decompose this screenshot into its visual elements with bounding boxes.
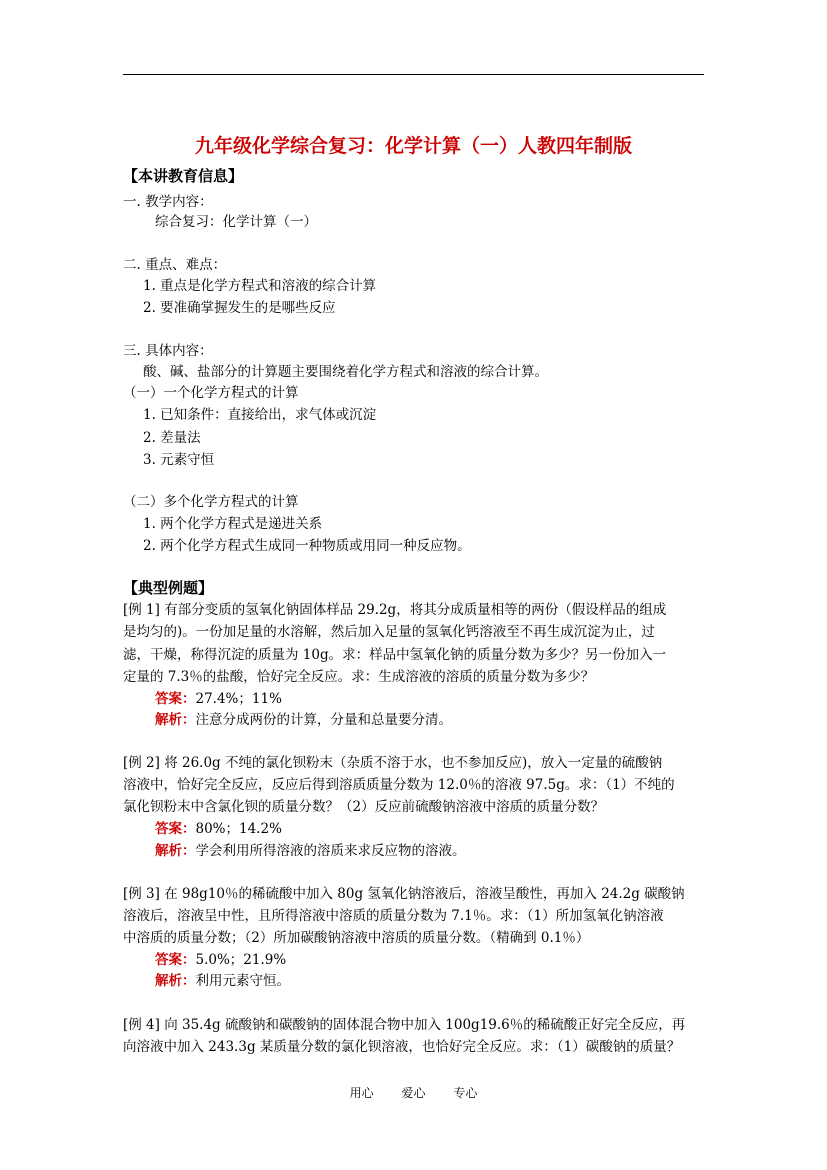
answer-label: 答案： xyxy=(155,691,196,707)
example-1-line: 滤，干燥，称得沉淀的质量为 10g。求：样品中氢氧化钠的质量分数为多少？另一份加入一 xyxy=(123,647,667,663)
example-2-line: 氯化钡粉末中含氯化钡的质量分数？（2）反应前硫酸钠溶液中溶质的质量分数？ xyxy=(123,799,605,815)
example-3-analysis xyxy=(155,971,290,991)
section-info-heading: 【本讲教育信息】 xyxy=(123,167,244,185)
part1-item: 3. 元素守恒 xyxy=(143,452,215,468)
key-point-item: 2. 要准确掌握发生的是哪些反应 xyxy=(143,300,336,316)
example-3-line: 中溶质的质量分数；（2）所加碳酸钠溶液中溶质的质量分数。（精确到 0.1％） xyxy=(123,930,590,946)
teach-content-label: 一. 教学内容： xyxy=(123,194,213,210)
part2-item: 2. 两个化学方程式生成同一种物质或用同一种反应物。 xyxy=(143,538,471,554)
part1-item: 2. 差量法 xyxy=(143,430,201,446)
analysis-label: 解析： xyxy=(155,843,196,859)
example-1-analysis xyxy=(155,710,452,730)
example-2-analysis xyxy=(155,841,466,861)
footer-word: 专心 xyxy=(453,1086,478,1100)
example-2-line: 溶液中，恰好完全反应，反应后得到溶质质量分数为 12.0％的溶液 97.5g。求：（1）不纯的 xyxy=(123,777,675,793)
part1-title: （一）一个化学方程式的计算 xyxy=(123,385,299,401)
key-points-label: 二. 重点、难点： xyxy=(123,257,227,273)
page-footer xyxy=(0,1084,827,1101)
specific-label: 三. 具体内容： xyxy=(123,343,213,359)
analysis-value: 利用元素守恒。 xyxy=(195,973,290,989)
answer-label: 答案： xyxy=(155,821,196,837)
example-1-line: 是均匀的)。一份加足量的水溶解，然后加入足量的氢氧化钙溶液至不再生成沉淀为止，过 xyxy=(123,624,655,640)
example-4-line: 向溶液中加入 243.3g 某质量分数的氯化钡溶液，也恰好完全反应。求：（1）碳酸钠的质量？ xyxy=(123,1039,681,1055)
part2-item: 1. 两个化学方程式是递进关系 xyxy=(143,516,323,532)
analysis-value: 注意分成两份的计算，分量和总量要分清。 xyxy=(195,712,452,728)
teach-content-text: 综合复习：化学计算（一） xyxy=(155,214,317,230)
part2-title: （二）多个化学方程式的计算 xyxy=(123,494,299,510)
example-2-answer xyxy=(155,819,282,839)
footer-word: 用心 xyxy=(349,1086,374,1100)
answer-value: 5.0%；21.9% xyxy=(195,952,287,968)
example-1-line: 定量的 7.3％的盐酸，恰好完全反应。求：生成溶液的溶质的质量分数为多少？ xyxy=(123,669,595,685)
footer-word: 爱心 xyxy=(401,1086,426,1100)
page-title: 九年级化学综合复习：化学计算（一）人教四年制版 xyxy=(194,135,632,157)
example-3-line: [例 3] 在 98g10％的稀硫酸中加入 80g 氢氧化钠溶液后，溶液呈酸性，再加入 24.2g 碳酸钠 xyxy=(123,886,685,902)
analysis-label: 解析： xyxy=(155,973,196,989)
part1-item: 1. 已知条件：直接给出，求气体或沉淀 xyxy=(143,407,377,423)
answer-value: 27.4%；11% xyxy=(195,691,282,707)
analysis-label: 解析： xyxy=(155,712,196,728)
example-3-line: 溶液后，溶液呈中性，且所得溶液中溶质的质量分数为 7.1％。求：（1）所加氢氧化钠溶液 xyxy=(123,908,664,924)
example-4-line: [例 4] 向 35.4g 硫酸钠和碳酸钠的固体混合物中加入 100g19.6％的稀硫酸正好完全反应，再 xyxy=(123,1017,686,1033)
specific-intro: 酸、碱、盐部分的计算题主要围绕着化学方程式和溶液的综合计算。 xyxy=(143,364,548,380)
header-rule xyxy=(123,74,704,75)
example-1-line: [例 1] 有部分变质的氢氧化钠固体样品 29.2g，将其分成质量相等的两份（假设样品的组成 xyxy=(123,602,667,618)
key-point-item: 1. 重点是化学方程式和溶液的综合计算 xyxy=(143,278,377,294)
section-examples-heading: 【典型例题】 xyxy=(123,579,214,597)
answer-value: 80%；14.2% xyxy=(195,821,282,837)
answer-label: 答案： xyxy=(155,952,196,968)
example-2-line: [例 2] 将 26.0g 不纯的氯化钡粉末（杂质不溶于水，也不参加反应)，放入一定量的硫酸钠 xyxy=(123,755,663,771)
example-3-answer xyxy=(155,950,286,970)
example-1-answer xyxy=(155,689,282,709)
analysis-value: 学会利用所得溶液的溶质来求反应物的溶液。 xyxy=(195,843,466,859)
